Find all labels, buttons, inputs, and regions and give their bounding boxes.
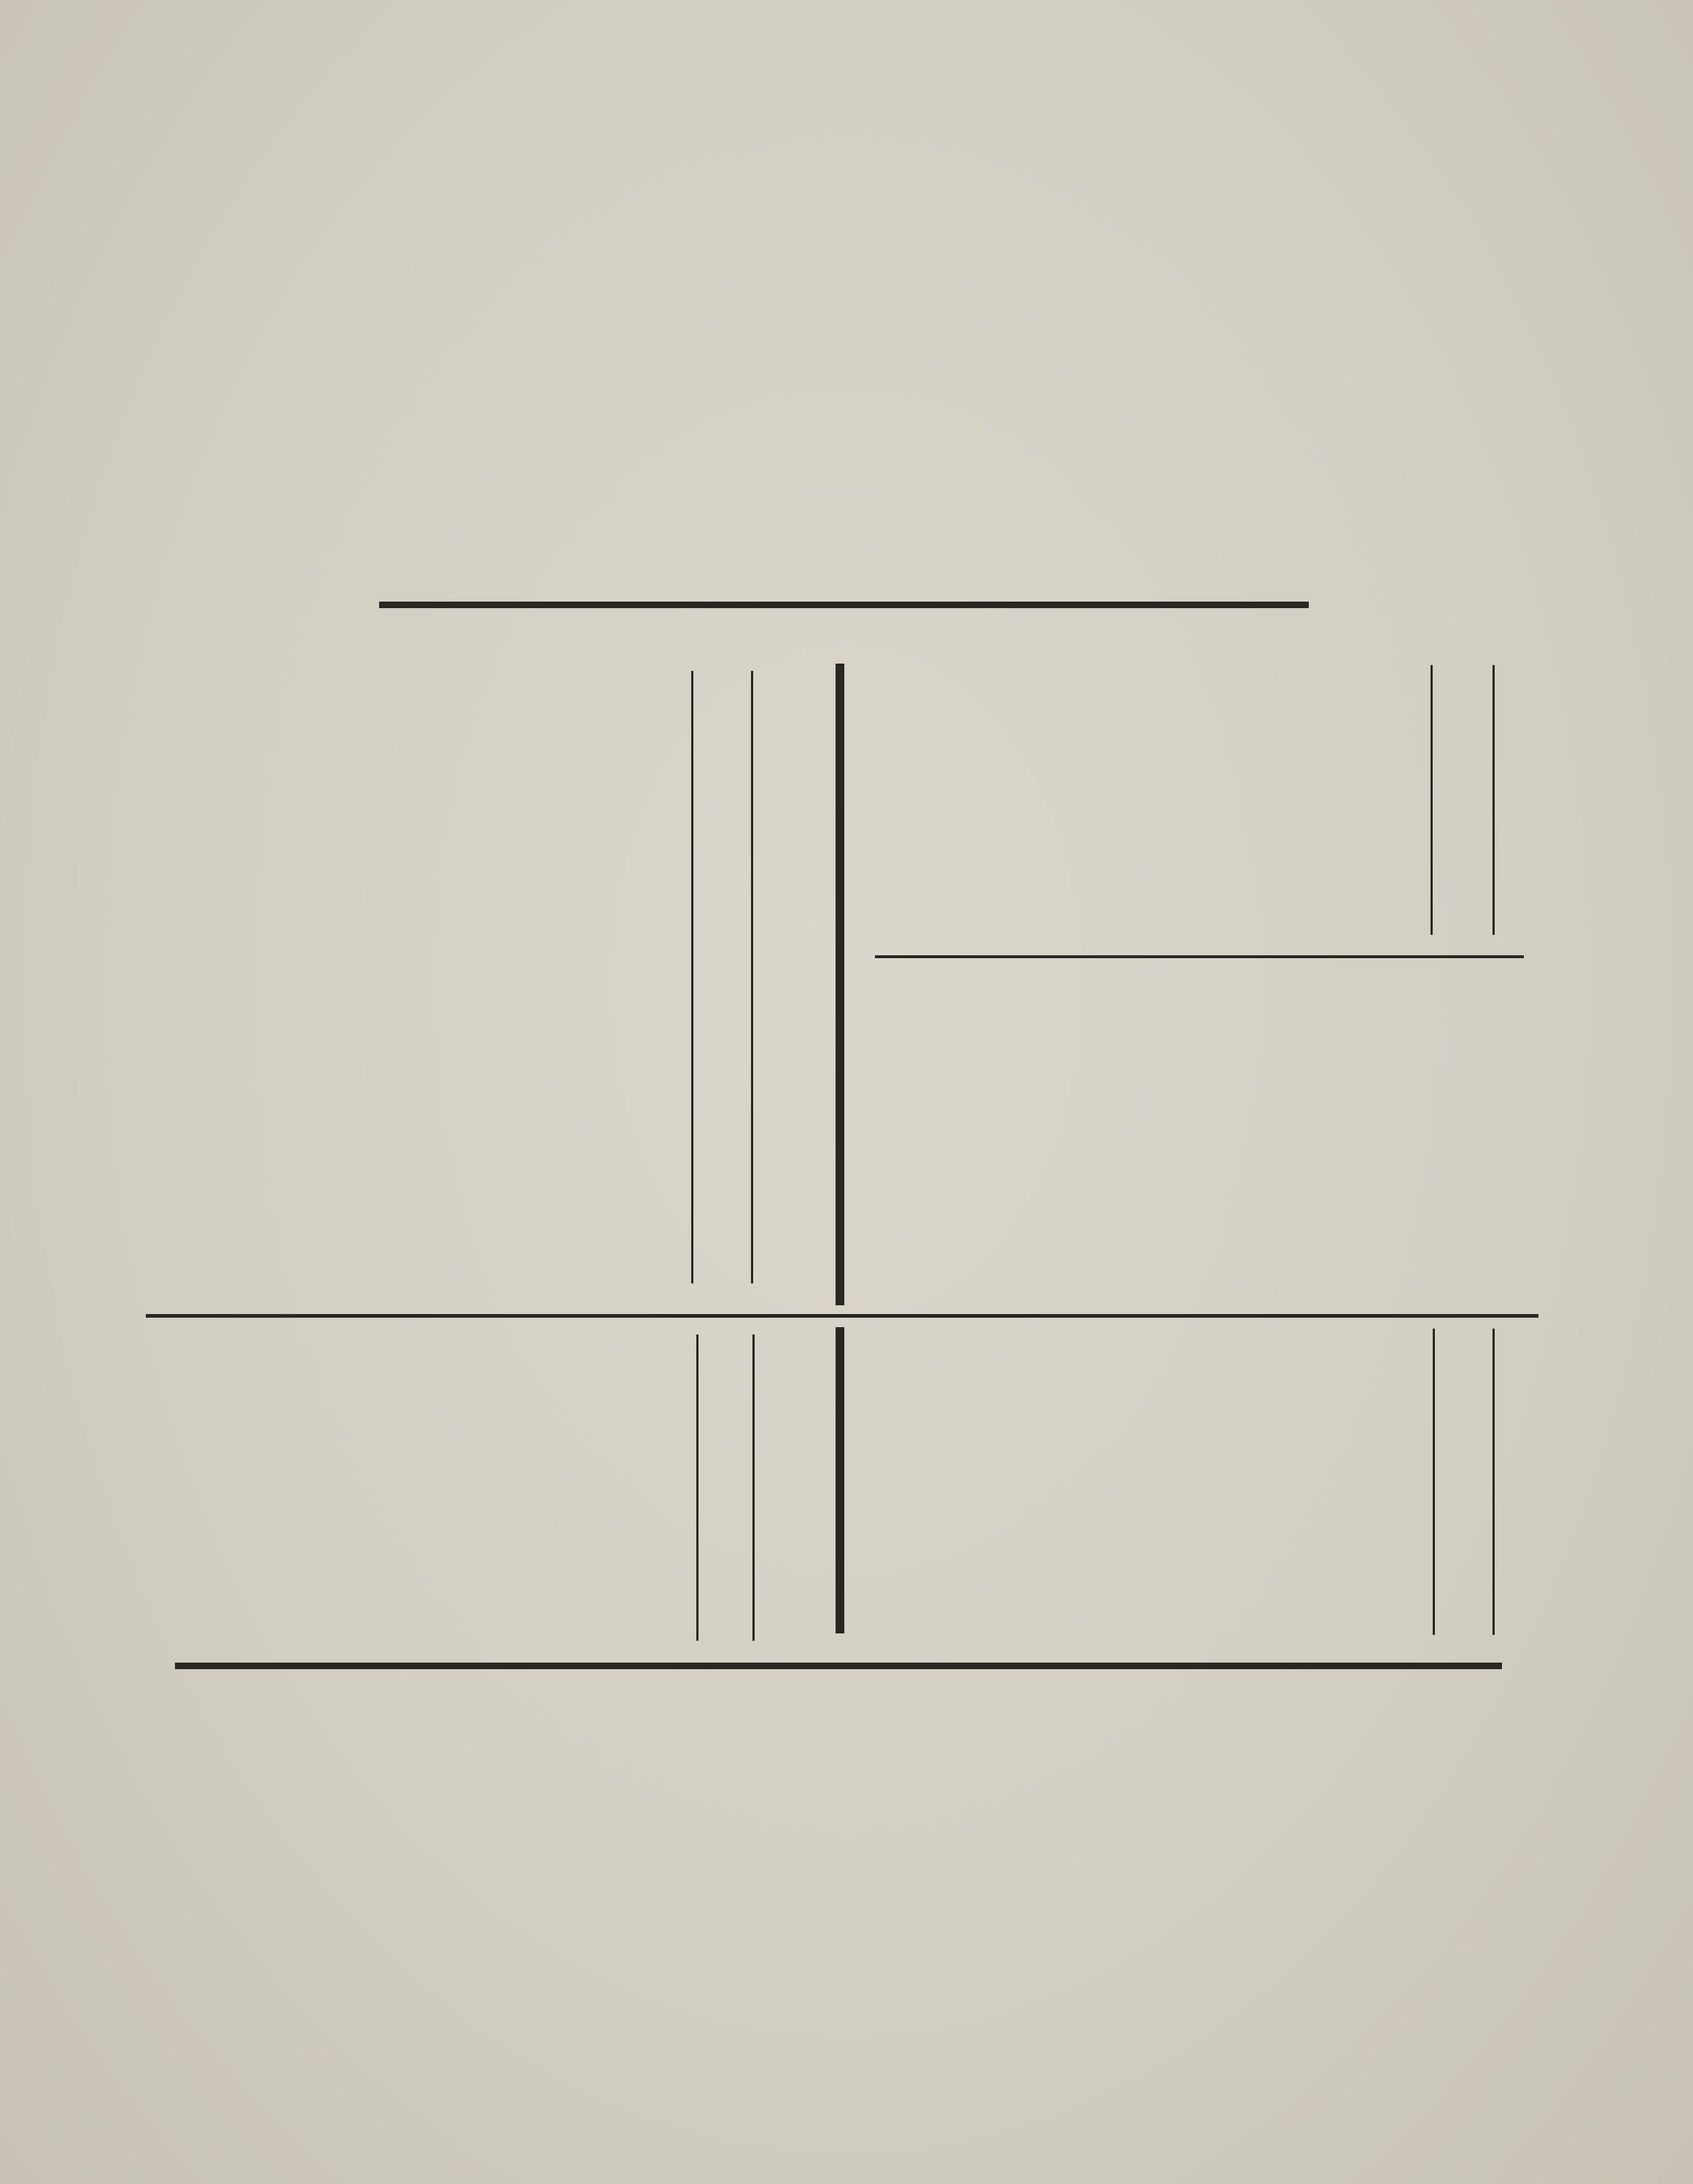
price-row bbox=[0, 780, 1693, 818]
masthead-rule bbox=[379, 602, 1309, 608]
price-row bbox=[0, 940, 1693, 979]
price-row bbox=[0, 1096, 1693, 1135]
markt-right-kr-line bbox=[1433, 1329, 1435, 1635]
price-row bbox=[0, 979, 1693, 1018]
price-row bbox=[0, 1523, 1693, 1561]
getraide-rule bbox=[175, 1663, 1502, 1669]
price-row bbox=[0, 1135, 1693, 1174]
price-row bbox=[0, 858, 1693, 896]
price-row bbox=[0, 1602, 1693, 1641]
price-row bbox=[0, 741, 1693, 780]
price-row bbox=[0, 1404, 1693, 1442]
price-row bbox=[0, 1443, 1693, 1482]
polizey-right-kr-line bbox=[1431, 665, 1433, 935]
price-row bbox=[0, 1057, 1693, 1096]
polizey-right-pf-line bbox=[1492, 665, 1495, 935]
price-row bbox=[0, 1483, 1693, 1522]
price-row bbox=[0, 1252, 1693, 1291]
price-row bbox=[0, 1563, 1693, 1601]
price-row bbox=[0, 819, 1693, 858]
price-row bbox=[0, 1174, 1693, 1213]
price-row bbox=[0, 897, 1693, 936]
markt-rule bbox=[146, 1314, 1538, 1318]
markt-right-pf-line bbox=[1492, 1329, 1495, 1635]
price-row bbox=[0, 1213, 1693, 1252]
price-row bbox=[0, 1018, 1693, 1057]
polizey-right-rule bbox=[875, 955, 1524, 958]
price-row bbox=[0, 1364, 1693, 1402]
price-row bbox=[0, 702, 1693, 740]
